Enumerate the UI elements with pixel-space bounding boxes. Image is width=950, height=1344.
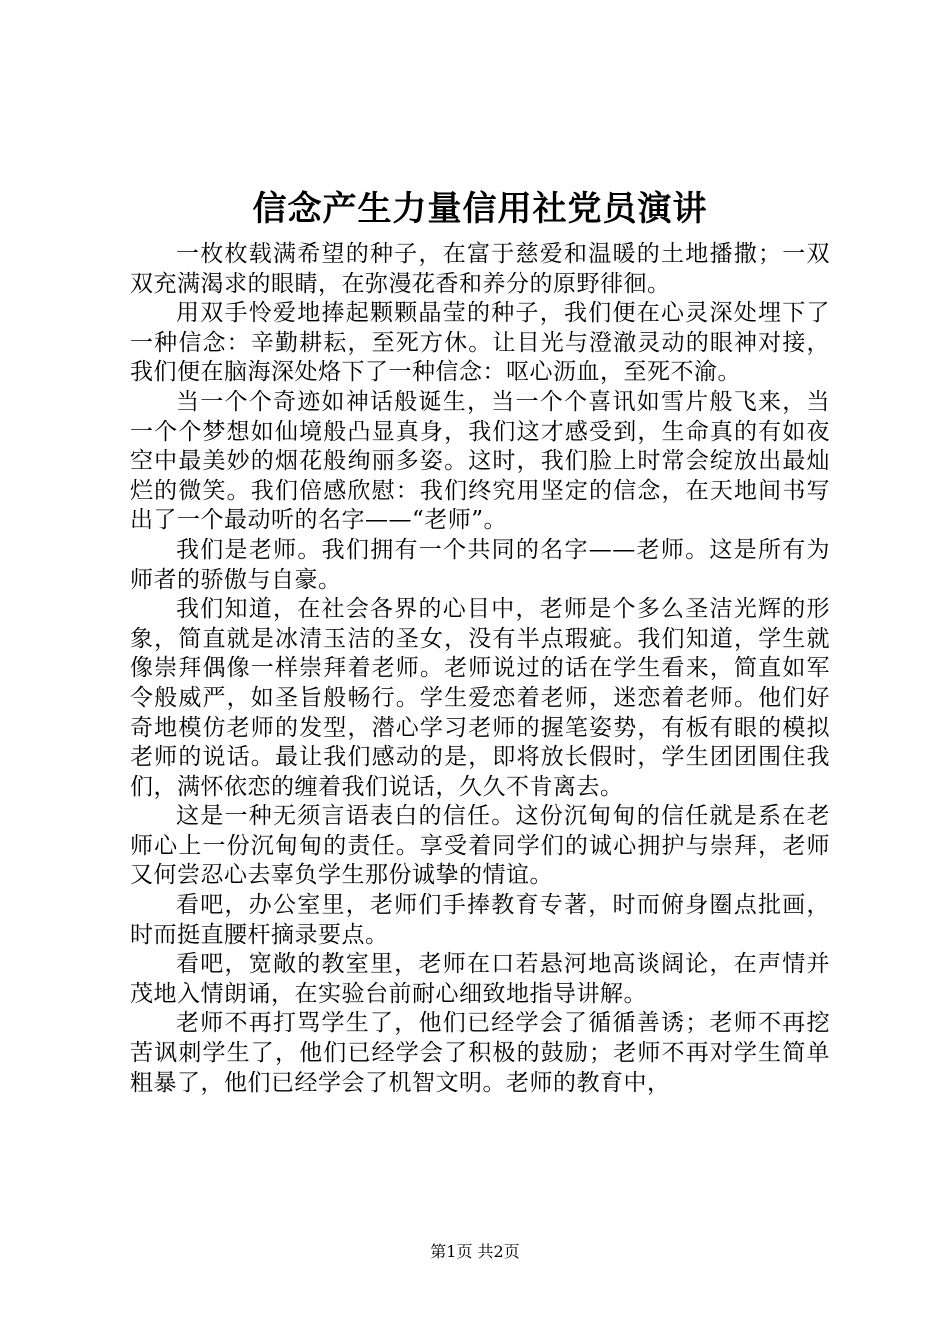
- paragraph-8: 看吧，宽敞的教室里，老师在口若悬河地高谈阔论，在声情并茂地入情朗诵，在实验台前耐心细致地指导讲解。: [130, 951, 830, 1007]
- document-title: 信念产生力量信用社党员演讲: [252, 189, 708, 229]
- paragraph-6: 这是一种无须言语表白的信任。这份沉甸甸的信任就是系在老师心上一份沉甸甸的责任。享受着同学们的诚心拥护与崇拜，老师又何尝忍心去辜负学生那份诚挚的情谊。: [130, 803, 830, 889]
- paragraph-7: 看吧，办公室里，老师们手捧教育专著，时而俯身圈点批画，时而挺直腰杆摘录要点。: [130, 892, 830, 948]
- paragraph-4: 我们是老师。我们拥有一个共同的名字——老师。这是所有为师者的骄傲与自豪。: [130, 536, 830, 593]
- page-footer: 第1页 共2页: [430, 1242, 520, 1261]
- paragraph-2: 用双手怜爱地捧起颗颗晶莹的种子，我们便在心灵深处埋下了一种信念：辛勤耕耘，至死方休。让目光与澄澈灵动的眼神对接，我们便在脑海深处烙下了一种信念：呕心沥血，至死不渝。: [130, 300, 830, 386]
- paragraph-1: 一枚枚载满希望的种子，在富于慈爱和温暖的土地播撒；一双双充满渴求的眼睛，在弥漫花香和养分的原野徘徊。: [130, 241, 830, 297]
- paragraph-9: 老师不再打骂学生了，他们已经学会了循循善诱；老师不再挖苦讽刺学生了，他们已经学会了积极的鼓励；老师不再对学生简单粗暴了，他们已经学会了机智文明。老师的教育中，: [130, 1010, 830, 1096]
- document-page: [130, 182, 830, 1098]
- paragraph-3: 当一个个奇迹如神话般诞生，当一个个喜讯如雪片般飞来，当一个个梦想如仙境般凸显真身，我们这才感受到，生命真的有如夜空中最美妙的烟花般绚丽多姿。这时，我们脸上时常会绽放出最灿烂的微笑。我们倍感欣慰：我们终究用坚定的信念，在天地间书写出了一个最动听的名字——“老师”。: [130, 388, 830, 534]
- paragraph-5: 我们知道，在社会各界的心目中，老师是个多么圣洁光辉的形象，简直就是冰清玉洁的圣女，没有半点瑕疵。我们知道，学生就像崇拜偶像一样崇拜着老师。老师说过的话在学生看来，简直如军令般威严，如圣旨般畅行。学生爱恋着老师，迷恋着老师。他们好奇地模仿老师的发型，潜心学习老师的握笔姿势，有板有眼的模拟老师的说话。最让我们感动的是，即将放长假时，学生团团围住我们，满怀依恋的缠着我们说话，久久不肯离去。: [130, 596, 830, 800]
